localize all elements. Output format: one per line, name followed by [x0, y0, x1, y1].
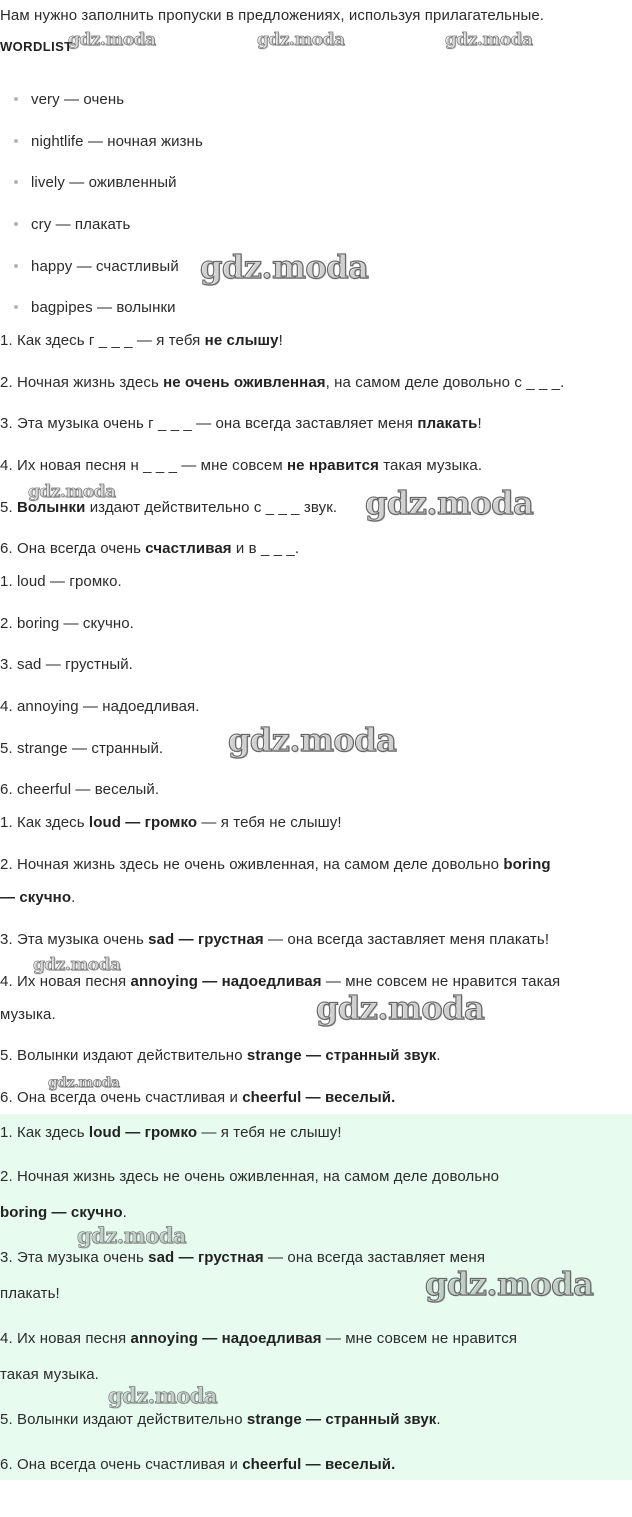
answer-item: 2. boring — скучно.	[0, 615, 134, 632]
full-sentence: 5. Волынки издают действительно strange — странный звук.	[0, 1047, 441, 1064]
box-sentence: 5. Волынки издают действительно strange — странный звук.	[0, 1411, 441, 1428]
wordlist-item: nightlife — ночная жизнь	[14, 132, 203, 152]
full-sentence-continuation: — скучно.	[0, 889, 76, 906]
watermark-logo: gdz.moda	[316, 989, 485, 1027]
box-sentence-continuation: такая музыка.	[0, 1366, 99, 1383]
full-sentence: 6. Она всегда очень счастливая и cheerful — веселый.	[0, 1089, 396, 1106]
watermark-logo: gdz.moda	[425, 1265, 594, 1303]
task-sentence: 6. Она всегда очень счастливая и в _ _ _.	[0, 540, 300, 557]
bullet-icon	[14, 139, 18, 143]
bullet-icon	[14, 305, 18, 309]
wordlist-item: bagpipes — волынки	[14, 298, 176, 318]
task-sentence: 1. Как здесь г _ _ _ — я тебя не слышу!	[0, 332, 283, 349]
watermark-logo: gdz.moda	[108, 1383, 218, 1408]
answer-item: 1. loud — громко.	[0, 573, 122, 590]
watermark-logo: gdz.moda	[28, 482, 116, 502]
task-sentence: 5. Волынки издают действительно с _ _ _ звук.	[0, 499, 338, 516]
full-sentence: 4. Их новая песня annoying — надоедливая — мне совсем не нравится такая	[0, 973, 561, 990]
wordlist-item: happy — счастливый	[14, 257, 179, 277]
wordlist-title: WORDLIST	[0, 39, 73, 54]
box-sentence: 2. Ночная жизнь здесь не очень оживленная, на самом деле довольно	[0, 1168, 500, 1185]
answer-item: 4. annoying — надоедливая.	[0, 698, 200, 715]
watermark-logo: gdz.moda	[48, 1075, 120, 1091]
watermark-logo: gdz.moda	[445, 30, 533, 50]
full-sentence-continuation: музыка.	[0, 1006, 56, 1023]
wordlist-item: very — очень	[14, 90, 124, 110]
full-sentence: 1. Как здесь loud — громко — я тебя не слышу!	[0, 814, 342, 831]
box-sentence: 4. Их новая песня annoying — надоедливая — мне совсем не нравится	[0, 1330, 518, 1347]
answer-item: 3. sad — грустный.	[0, 656, 133, 673]
answer-item: 5. strange — странный.	[0, 740, 164, 757]
watermark-logo: gdz.moda	[200, 248, 369, 286]
watermark-logo: gdz.moda	[257, 30, 345, 50]
box-sentence-continuation: boring — скучно.	[0, 1204, 127, 1221]
bullet-icon	[14, 97, 18, 101]
watermark-logo: gdz.moda	[228, 721, 397, 759]
wordlist-item: lively — оживленный	[14, 173, 177, 193]
watermark-logo: gdz.moda	[365, 484, 534, 522]
wordlist-item: cry — плакать	[14, 215, 130, 235]
intro-text: Нам нужно заполнить пропуски в предложениях, используя прилагательные.	[0, 7, 545, 24]
answer-item: 6. cheerful — веселый.	[0, 781, 160, 798]
task-sentence: 2. Ночная жизнь здесь не очень оживленная, на самом деле довольно с _ _ _.	[0, 374, 565, 391]
watermark-logo: gdz.moda	[77, 1223, 187, 1248]
task-sentence: 4. Их новая песня н _ _ _ — мне совсем не нравится такая музыка.	[0, 457, 483, 474]
box-sentence-continuation: плакать!	[0, 1285, 60, 1302]
box-sentence: 3. Эта музыка очень sad — грустная — она всегда заставляет меня	[0, 1249, 486, 1266]
watermark-logo: gdz.moda	[33, 955, 121, 975]
task-sentence: 3. Эта музыка очень г _ _ _ — она всегда заставляет меня плакать!	[0, 415, 482, 432]
bullet-icon	[14, 222, 18, 226]
bullet-icon	[14, 180, 18, 184]
box-sentence: 6. Она всегда очень счастливая и cheerful — веселый.	[0, 1456, 396, 1473]
box-sentence: 1. Как здесь loud — громко — я тебя не слышу!	[0, 1124, 342, 1141]
watermark-logo: gdz.moda	[68, 30, 156, 50]
full-sentence: 2. Ночная жизнь здесь не очень оживленная, на самом деле довольно boring	[0, 856, 551, 873]
bullet-icon	[14, 264, 18, 268]
full-sentence: 3. Эта музыка очень sad — грустная — она всегда заставляет меня плакать!	[0, 931, 550, 948]
